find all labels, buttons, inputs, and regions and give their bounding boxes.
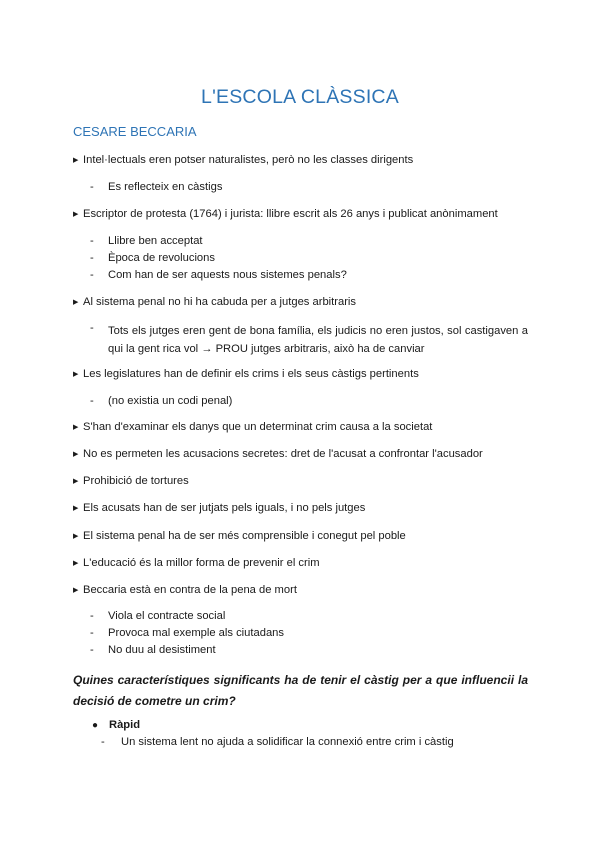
bullet-item bbox=[73, 475, 189, 487]
bullet-item bbox=[73, 154, 413, 166]
bullet-text: Les legislatures han de definir els crims i els seus càstigs pertinents bbox=[83, 368, 419, 380]
bullet-item bbox=[73, 368, 419, 380]
dash-bullet: - bbox=[90, 322, 94, 334]
triangle-bullet-icon: ▶ bbox=[73, 424, 79, 431]
sub-item-text: Viola el contracte social bbox=[108, 610, 226, 622]
dash-bullet: - bbox=[90, 235, 94, 247]
triangle-bullet-icon: ▶ bbox=[73, 371, 79, 378]
sub-item-text: Provoca mal exemple als ciutadans bbox=[108, 627, 284, 639]
triangle-bullet-icon: ▶ bbox=[73, 533, 79, 540]
sub-item bbox=[90, 644, 216, 656]
bullet-text: Intel·lectuals eren potser naturalistes, però no les classes dirigents bbox=[83, 154, 414, 166]
sub-item-text: Tots els jutges eren gent de bona família, els judicis no eren justos, sol castigaven a qui la gent rica vol → PROU jutges arbitraris, això ha de canviar bbox=[108, 325, 528, 355]
sub-item-text: Com han de ser aquests nous sistemes penals? bbox=[108, 269, 347, 281]
triangle-bullet-icon: ▶ bbox=[73, 587, 79, 594]
bullet-text: S'han d'examinar els danys que un determinat crim causa a la societat bbox=[83, 421, 433, 433]
triangle-bullet-icon: ▶ bbox=[73, 478, 79, 485]
sub-item-text: No duu al desistiment bbox=[108, 644, 216, 656]
sub-item-text: Es reflecteix en càstigs bbox=[108, 181, 223, 193]
triangle-bullet-icon: ▶ bbox=[73, 505, 79, 512]
bullet-item bbox=[73, 421, 432, 433]
dash-bullet: - bbox=[90, 252, 94, 264]
bullet-item bbox=[73, 448, 483, 460]
triangle-bullet-icon: ▶ bbox=[73, 451, 79, 458]
bullet-item bbox=[73, 584, 297, 596]
sub-item bbox=[90, 627, 284, 639]
sub-item bbox=[90, 252, 215, 264]
sub-item bbox=[90, 395, 232, 407]
triangle-bullet-icon: ▶ bbox=[73, 211, 79, 218]
dash-bullet: - bbox=[90, 395, 94, 407]
sub-item bbox=[90, 181, 222, 193]
sub-item-text: Època de revolucions bbox=[108, 252, 215, 264]
answer-detail bbox=[101, 736, 454, 748]
bullet-text: No es permeten les acusacions secretes: dret de l'acusat a confrontar l'acusador bbox=[83, 448, 483, 460]
bullet-item bbox=[73, 557, 320, 569]
dash-bullet: - bbox=[90, 627, 94, 639]
bullet-item bbox=[73, 208, 498, 220]
bullet-text: El sistema penal ha de ser més comprensible i conegut pel poble bbox=[83, 530, 406, 542]
section-heading: CESARE BECCARIA bbox=[73, 124, 197, 139]
bullet-text: Escriptor de protesta (1764) i jurista: llibre escrit als 26 anys i publicat anònimament bbox=[83, 208, 498, 220]
bullet-item bbox=[73, 502, 365, 514]
sub-item bbox=[90, 610, 225, 622]
bullet-text: Beccaria està en contra de la pena de mort bbox=[83, 584, 297, 596]
dash-bullet: - bbox=[90, 610, 94, 622]
triangle-bullet-icon: ▶ bbox=[73, 157, 79, 164]
answer-heading-text: Ràpid bbox=[109, 719, 141, 731]
answer-heading bbox=[92, 719, 140, 731]
question-text: Quines característiques significants ha de tenir el càstig per a que influencii la decisió de cometre un crim? bbox=[73, 673, 528, 708]
sub-item-text: (no existia un codi penal) bbox=[108, 395, 233, 407]
bullet-item bbox=[73, 296, 356, 308]
triangle-bullet-icon: ▶ bbox=[73, 560, 79, 567]
dash-bullet: - bbox=[101, 736, 105, 748]
bullet-text: Prohibició de tortures bbox=[83, 475, 189, 487]
dash-bullet: - bbox=[90, 644, 94, 656]
dot-bullet-icon: ● bbox=[92, 720, 99, 731]
bullet-item bbox=[73, 530, 406, 542]
bullet-text: L'educació és la millor forma de prevenir el crim bbox=[83, 557, 320, 569]
triangle-bullet-icon: ▶ bbox=[73, 299, 79, 306]
bullet-text: Al sistema penal no hi ha cabuda per a jutges arbitraris bbox=[83, 296, 357, 308]
sub-item bbox=[90, 269, 347, 281]
page-title: L'ESCOLA CLÀSSICA bbox=[201, 86, 399, 108]
sub-item-text: Llibre ben acceptat bbox=[108, 235, 203, 247]
answer-detail-text: Un sistema lent no ajuda a solidificar la connexió entre crim i càstig bbox=[121, 736, 454, 748]
dash-bullet: - bbox=[90, 269, 94, 281]
bullet-text: Els acusats han de ser jutjats pels iguals, i no pels jutges bbox=[83, 502, 366, 514]
sub-item bbox=[90, 235, 203, 247]
dash-bullet: - bbox=[90, 181, 94, 193]
sub-item bbox=[90, 322, 528, 358]
